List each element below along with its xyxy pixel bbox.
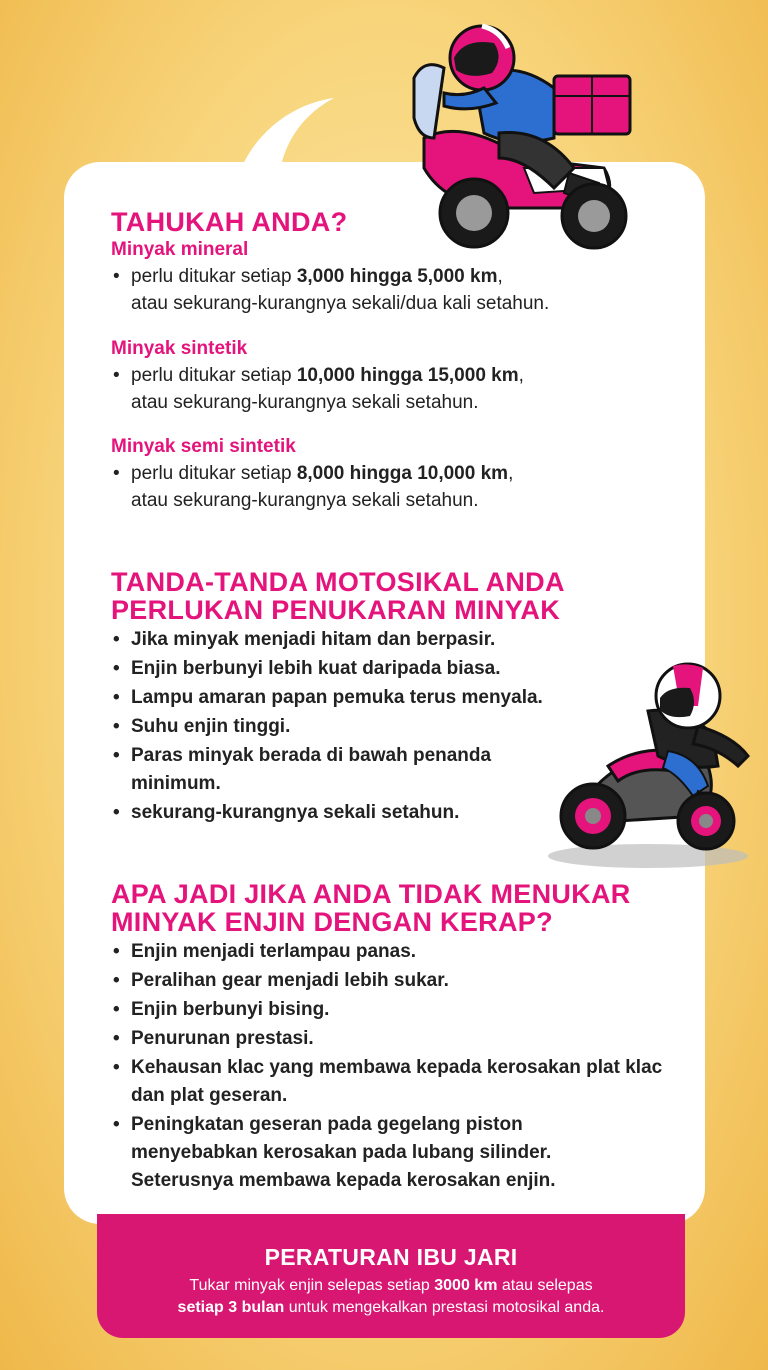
rule-text: Tukar minyak enjin selepas setiap 3000 km atau selepas setiap 3 bulan untuk mengekalkan prestasi motosikal anda. bbox=[177, 1277, 605, 1316]
signs-list bbox=[111, 626, 611, 828]
list-item: • Lampu amaran papan pemuka terus menyala. bbox=[111, 684, 611, 712]
list-item: • Enjin berbunyi bising. bbox=[111, 996, 671, 1024]
list-item: • Enjin menjadi terlampau panas. bbox=[111, 938, 671, 966]
list-item: • Paras minyak berada di bawah penanda minimum. bbox=[111, 742, 551, 798]
list-item: • Kehausan klac yang membawa kepada kerosakan plat klac dan plat geseran. bbox=[111, 1054, 666, 1110]
interval-range: 3,000 hingga 5,000 km bbox=[296, 266, 498, 287]
list-item: • perlu ditukar setiap 10,000 hingga 15,000 km, atau sekurang-kurangnya sekali setahun. bbox=[111, 362, 524, 416]
oil-type-label: Minyak sintetik bbox=[111, 338, 248, 359]
oil-type-list bbox=[111, 263, 549, 317]
list-item: • perlu ditukar setiap 8,000 hingga 10,000 km, atau sekurang-kurangnya sekali setahun. bbox=[111, 460, 513, 514]
section-title-did-you-know: TAHUKAH ANDA? bbox=[111, 207, 348, 237]
list-item: • perlu ditukar setiap 3,000 hingga 5,000 km, atau sekurang-kurangnya sekali/dua kali setahun. bbox=[111, 263, 549, 317]
list-item: • Enjin berbunyi lebih kuat daripada biasa. bbox=[111, 655, 611, 683]
list-item: • Penurunan prestasi. bbox=[111, 1025, 671, 1053]
list-item: • sekurang-kurangnya sekali setahun. bbox=[111, 799, 611, 827]
delivery-scooter-rider-icon bbox=[404, 18, 644, 254]
consequences-list bbox=[111, 938, 671, 1196]
rule-title: PERATURAN IBU JARI bbox=[264, 1244, 518, 1270]
section-title-consequences: APA JADI JIKA ANDA TIDAK MENUKAR MINYAK ENJIN DENGAN KERAP? bbox=[111, 879, 631, 937]
list-item: • Suhu enjin tinggi. bbox=[111, 713, 611, 741]
section-title-signs: TANDA-TANDA MOTOSIKAL ANDA PERLUKAN PENUKARAN MINYAK bbox=[111, 567, 565, 625]
oil-type-label: Minyak mineral bbox=[111, 239, 249, 260]
interval-range: 10,000 hingga 15,000 km bbox=[296, 365, 519, 386]
oil-type-list bbox=[111, 460, 513, 514]
interval-range: 8,000 hingga 10,000 km bbox=[296, 463, 509, 484]
list-item: • Peningkatan geseran pada gegelang piston menyebabkan kerosakan pada lubang silinder. Seterusnya membawa kepada kerosakan enjin. bbox=[111, 1111, 651, 1195]
list-item: • Peralihan gear menjadi lebih sukar. bbox=[111, 967, 671, 995]
motorcycle-rider-icon bbox=[548, 656, 758, 871]
list-item: • Jika minyak menjadi hitam dan berpasir. bbox=[111, 626, 611, 654]
oil-type-label: Minyak semi sintetik bbox=[111, 436, 296, 457]
oil-type-list bbox=[111, 362, 524, 416]
